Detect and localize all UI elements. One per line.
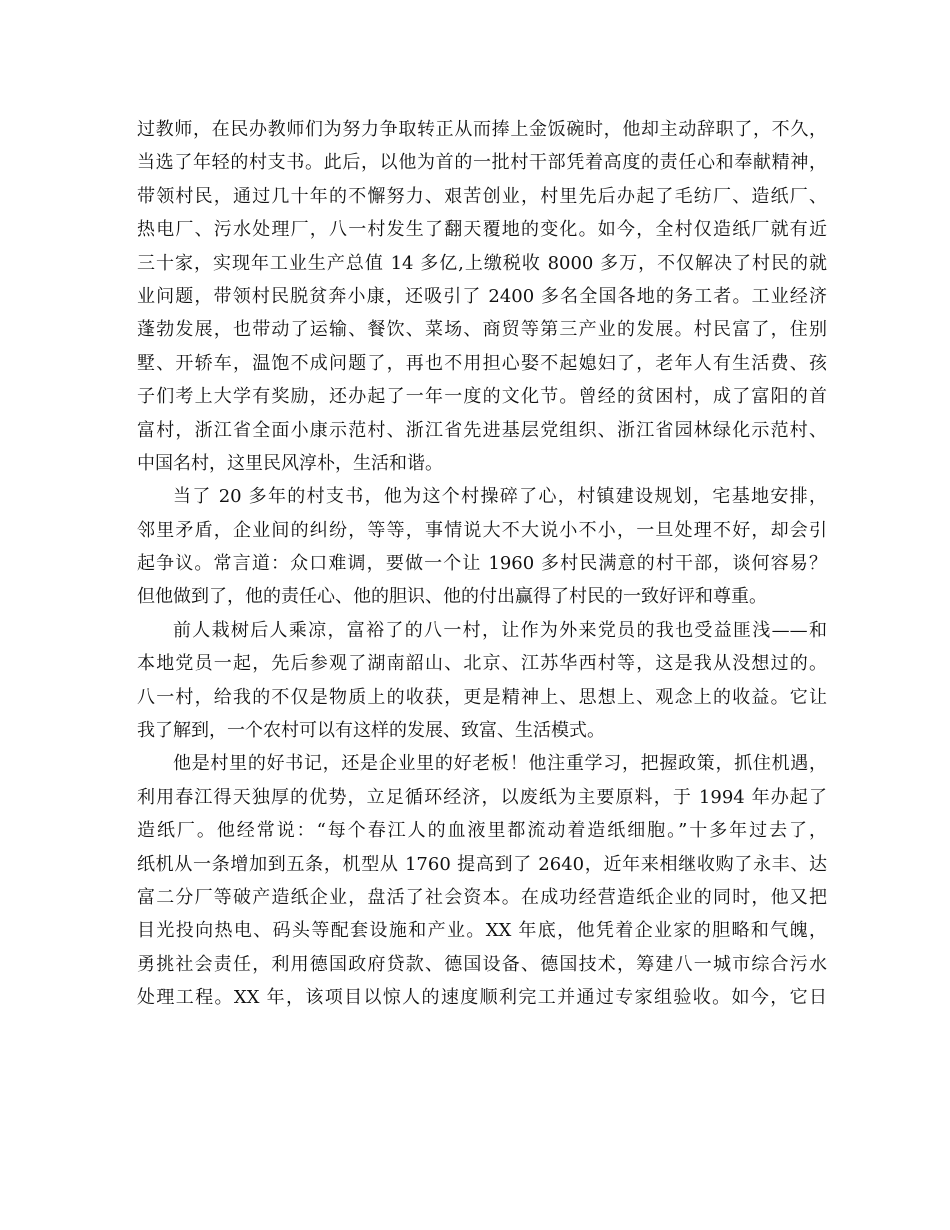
- text-line: 邻里矛盾，企业间的纠纷，等等，事情说大不大说小不小，一旦处理不好，却会引: [137, 519, 827, 541]
- text-line: 热电厂、污水处理厂，八一村发生了翻天覆地的变化。如今，全村仅造纸厂就有近: [137, 219, 827, 241]
- body-text: [137, 113, 827, 1015]
- text-line: 蓬勃发展，也带动了运输、餐饮、菜场、商贸等第三产业的发展。村民富了，住别: [137, 319, 827, 341]
- text-line: 目光投向热电、码头等配套设施和产业。XX 年底，他凭着企业家的胆略和气魄，: [137, 920, 827, 942]
- text-line: 他是村里的好书记，还是企业里的好老板！他注重学习，把握政策，抓住机遇，: [173, 753, 827, 775]
- text-line: 过教师，在民办教师们为努力争取转正从而捧上金饭碗时，他却主动辞职了，不久，: [137, 119, 827, 140]
- text-line: 八一村，给我的不仅是物质上的收获，更是精神上、思想上、观念上的收益。它让: [137, 686, 827, 708]
- text-line: 当了 20 多年的村支书，他为这个村操碎了心，村镇建设规划，宅基地安排，: [173, 486, 827, 508]
- text-line: 三十家，实现年工业生产总值 14 多亿,上缴税收 8000 多万，不仅解决了村民的就: [137, 252, 827, 274]
- text-line: 中国名村，这里民风淳朴，生活和谐。: [137, 452, 443, 474]
- text-line: 纸机从一条增加到五条，机型从 1760 提高到了 2640，近年来相继收购了永丰、达: [137, 853, 827, 875]
- text-line: 当选了年轻的村支书。此后，以他为首的一批村干部凭着高度的责任心和奉献精神，: [137, 152, 827, 174]
- text-line: 本地党员一起，先后参观了湖南韶山、北京、江苏华西村等，这是我从没想过的。: [137, 653, 827, 675]
- text-line: 子们考上大学有奖励，还办起了一年一度的文化节。曾经的贫困村，成了富阳的首: [137, 386, 827, 408]
- text-line: 起争议。常言道：众口难调，要做一个让 1960 多村民满意的村干部，谈何容易？: [137, 553, 827, 575]
- text-line: 富二分厂等破产造纸企业，盘活了社会资本。在成功经营造纸企业的同时，他又把: [137, 886, 827, 908]
- text-line: 利用春江得天独厚的优势，立足循环经济，以废纸为主要原料，于 1994 年办起了: [137, 786, 827, 808]
- text-line: 造纸厂。他经常说：“每个春江人的血液里都流动着造纸细胞。”十多年过去了，: [137, 820, 827, 842]
- text-line: 业问题，带领村民脱贫奔小康，还吸引了 2400 多名全国各地的务工者。工业经济: [137, 285, 827, 307]
- text-line: 勇挑社会责任，利用德国政府贷款、德国设备、德国技术，筹建八一城市综合污水: [137, 953, 827, 975]
- text-line: 带领村民，通过几十年的不懈努力、艰苦创业，村里先后办起了毛纺厂、造纸厂、: [137, 185, 827, 207]
- text-line: 富村，浙江省全面小康示范村、浙江省先进基层党组织、浙江省园林绿化示范村、: [137, 419, 827, 441]
- paragraph: [137, 614, 827, 748]
- text-line: 处理工程。XX 年，该项目以惊人的速度顺利完工并通过专家组验收。如今，它日: [137, 987, 827, 1009]
- paragraph: [137, 113, 827, 480]
- text-line: 前人栽树后人乘凉，富裕了的八一村，让作为外来党员的我也受益匪浅——和: [173, 619, 827, 641]
- text-line: 墅、开轿车，温饱不成问题了，再也不用担心娶不起媳妇了，老年人有生活费、孩: [137, 352, 827, 374]
- paragraph: [137, 480, 827, 614]
- text-line: 但他做到了，他的责任心、他的胆识、他的付出赢得了村民的一致好评和尊重。: [137, 586, 767, 608]
- text-line: 我了解到，一个农村可以有这样的发展、致富、生活模式。: [137, 720, 605, 742]
- paragraph: [137, 747, 827, 1014]
